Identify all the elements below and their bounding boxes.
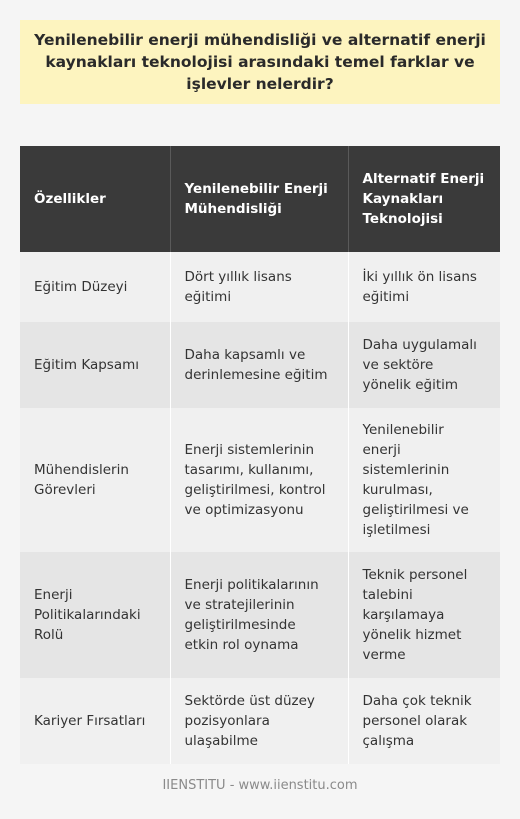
renewable-cell: Dört yıllık lisans eğitimi xyxy=(170,252,348,322)
alternative-cell: Daha uygulamalı ve sektöre yönelik eğitim xyxy=(348,322,500,408)
renewable-cell: Enerji sistemlerinin tasarımı, kullanımı, geliştirilmesi, kontrol ve optimizasyonu xyxy=(170,408,348,552)
alternative-cell: Yenilenebilir enerji sistemlerinin kurulması, geliştirilmesi ve işletilmesi xyxy=(348,408,500,552)
table-row xyxy=(20,252,500,322)
renewable-cell: Sektörde üst düzey pozisyonlara ulaşabilme xyxy=(170,678,348,764)
header-renewable-engineering: Yenilenebilir Enerji Mühendisliği xyxy=(170,146,348,252)
header-alternative-technology: Alternatif Enerji Kaynakları Teknolojisi xyxy=(348,146,500,252)
table-header-row xyxy=(20,146,500,252)
comparison-table xyxy=(20,146,500,764)
row-label: Enerji Politikalarındaki Rolü xyxy=(20,552,170,678)
alternative-cell: Teknik personel talebini karşılamaya yönelik hizmet verme xyxy=(348,552,500,678)
footer-source: IIENSTITU - www.iienstitu.com xyxy=(162,778,358,793)
renewable-cell: Enerji politikalarının ve stratejilerinin geliştirilmesinde etkin rol oynama xyxy=(170,552,348,678)
row-label: Mühendislerin Görevleri xyxy=(20,408,170,552)
table-row xyxy=(20,678,500,764)
table-row xyxy=(20,552,500,678)
alternative-cell: Daha çok teknik personel olarak çalışma xyxy=(348,678,500,764)
row-label: Eğitim Kapsamı xyxy=(20,322,170,408)
row-label: Kariyer Fırsatları xyxy=(20,678,170,764)
title-box xyxy=(20,20,500,104)
header-features: Özellikler xyxy=(20,146,170,252)
renewable-cell: Daha kapsamlı ve derinlemesine eğitim xyxy=(170,322,348,408)
table-row xyxy=(20,322,500,408)
table-row xyxy=(20,408,500,552)
alternative-cell: İki yıllık ön lisans eğitimi xyxy=(348,252,500,322)
row-label: Eğitim Düzeyi xyxy=(20,252,170,322)
page-title: Yenilenebilir enerji mühendisliği ve alternatif enerji kaynakları teknolojisi arasındaki temel farklar ve işlevler nelerdir? xyxy=(34,31,486,93)
